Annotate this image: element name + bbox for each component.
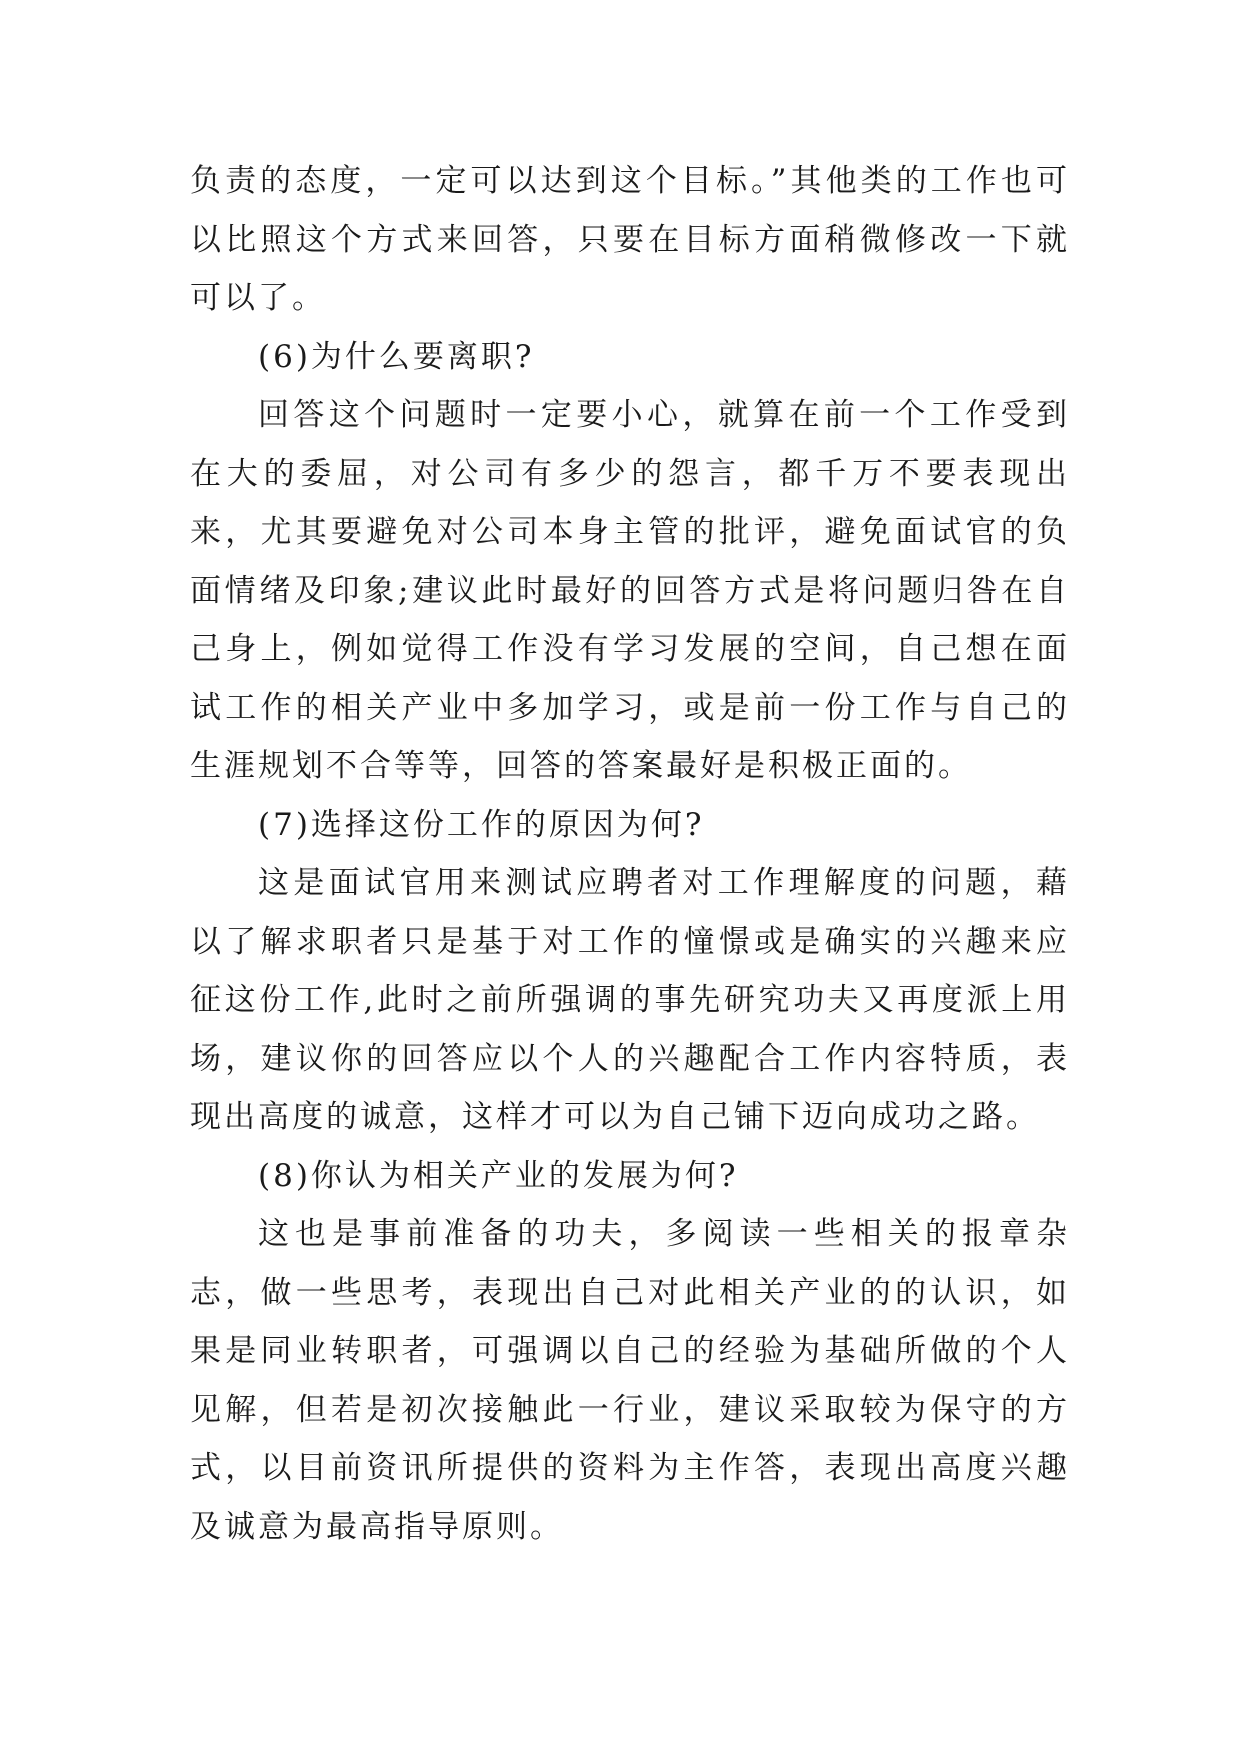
answer-paragraph-6: 回答这个问题时一定要小心，就算在前一个工作受到在大的委屈，对公司有多少的怨言，都千万不要表现出来，尤其要避免对公司本身主管的批评，避免面试官的负面情绪及印象;建议此时最好的回答方式是将问题归咎在自己身上，例如觉得工作没有学习发展的空间，自己想在面试工作的相关产业中多加学习，或是前一份工作与自己的生涯规划不合等等，回答的答案最好是积极正面的。 [190, 397, 1070, 784]
question-heading-8: (8)你认为相关产业的发展为何? [258, 1157, 739, 1194]
answer-paragraph-7: 这是面试官用来测试应聘者对工作理解度的问题，藉以了解求职者只是基于对工作的憧憬或是确实的兴趣来应征这份工作,此时之前所强调的事先研究功夫又再度派上用场，建议你的回答应以个人的兴趣配合工作内容特质，表现出高度的诚意，这样才可以为自己铺下迈向成功之路。 [190, 865, 1070, 1135]
question-heading-6: (6)为什么要离职? [258, 338, 535, 375]
question-heading-7: (7)选择这份工作的原因为何? [258, 806, 705, 843]
paragraph-continued: 负责的态度，一定可以达到这个目标。”其他类的工作也可以比照这个方式来回答，只要在目标方面稍微修改一下就可以了。 [190, 163, 1070, 316]
answer-paragraph-8: 这也是事前准备的功夫，多阅读一些相关的报章杂志，做一些思考，表现出自己对此相关产业的的认识，如果是同业转职者，可强调以自己的经验为基础所做的个人见解，但若是初次接触此一行业，建议采取较为保守的方式，以目前资讯所提供的资料为主作答，表现出高度兴趣及诚意为最高指导原则。 [190, 1216, 1070, 1545]
document-body [190, 152, 1070, 1556]
